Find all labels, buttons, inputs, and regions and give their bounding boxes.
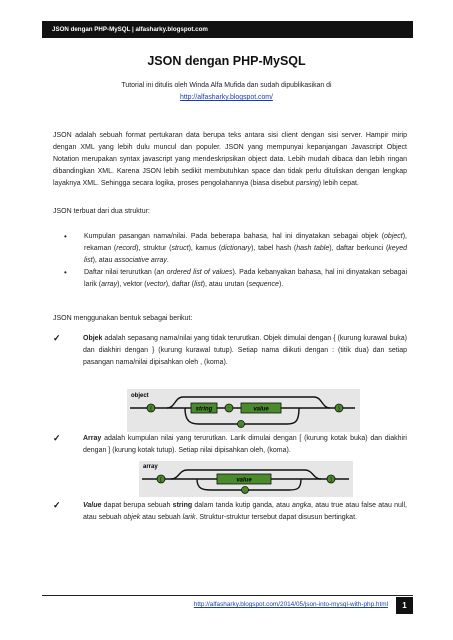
checkmark-icon: ✓ [53,433,61,443]
checkmark-icon: ✓ [53,500,61,510]
bullet-icon: • [64,232,67,241]
diagram-title: array [143,464,158,470]
check-item-value: ✓ Value dapat berupa sebuah string dalam tanda kutip ganda, atau angka, atau true atau false atau null, atau sebuah objek atau sebuah larik. Struktur-struktur tersebut dapat disusun bertingkat. [53,500,407,521]
subtitle-text: Tutorial ini ditulis oleh Winda Alfa Mufida dan sudah dipublikasikan di [121,82,332,89]
intro-paragraph [53,130,407,190]
bullet-icon: • [64,268,67,277]
check-item-array: ✓ Array adalah kumpulan nilai yang terurutkan. Larik dimulai dengan [ (kurung kotak buka) dan diakhiri dengan ] (kurung kotak tutup). Setiap nilai dipisahkan oleh, (koma). [53,433,407,454]
check-item-object: ✓ Objek adalah sepasang nama/nilai yang tidak terurutkan. Objek dimulai dengan { (kurung kurawal buka) dan diakhiri dengan } (kurung kurawal tutup). Setiap nama diikuti dengan : (titik dua) dan setiap pasangan nama/nilai dipisahkan oleh , (koma). [53,333,407,366]
structure-intro: JSON terbuat dari dua struktur: [53,208,150,215]
footer-link[interactable]: http://alfasharky.blogspot.com/2014/05/json-into-mysql-with-php.html [193,601,388,608]
blog-link[interactable]: http://alfasharky.blogspot.com/ [180,94,273,101]
list-item: • Kumpulan pasangan nama/nilai. Pada beberapa bahasa, hal ini dinyatakan sebagai objek (object), rekaman (record), struktur (struct), kamus (dictionary), tabel hash (hash table), daftar berkunci (keyed list), atau associative array. [64,232,407,264]
value-label: value [236,477,252,484]
open-brace-label: { [150,406,152,412]
comma-label: , [240,422,242,428]
page-number: 1 [396,597,413,614]
list-item: • Daftar nilai terurutkan (an ordered list of values). Pada kebanyakan bahasa, hal ini dinyatakan sebagai larik (array), vektor (vector), daftar (list), atau urutan (sequence). [64,268,407,288]
string-label: string [195,406,213,413]
structure-list [53,231,407,291]
object-syntax-diagram [127,389,360,432]
intro-italic: parsing [295,180,319,187]
intro-text: JSON adalah sebuah format pertukaran data berupa teks antara sisi client dengan sisi server. Hampir mirip dengan XML yang lebih dulu muncul dan populer. JSON yang mempunyai kepanjangan Javascript Object Notation merupakan syntax javascript yang mendeskripsikan object data. Lebih mudah dibaca dan lebih ringan dibandingkan XML. Karena JSON lebih sedikit membutuhkan space dan tidak perlu dituliskan dengan lengkap layaknya XML. Sehingga secara logika, proses pengolahannya (biasa disebut [53,132,407,187]
colon-label: : [228,406,230,412]
close-bracket-label: ] [330,477,332,483]
array-syntax-diagram [139,461,353,497]
subtitle [0,80,453,104]
uses-intro: JSON menggunakan bentuk sebagai berikut: [53,315,193,322]
open-bracket-label: [ [160,477,162,483]
intro-text-end: ) lebih cepat. [318,180,359,187]
footer-divider [42,595,413,596]
comma-label: , [244,488,246,494]
close-brace-label: } [338,406,340,412]
checkmark-icon: ✓ [53,333,61,343]
page-header: JSON dengan PHP-MySQL | alfasharky.blogspot.com [42,21,413,38]
value-label: value [253,406,269,413]
diagram-title: object [131,393,149,399]
page-title: JSON dengan PHP-MySQL [147,54,306,68]
